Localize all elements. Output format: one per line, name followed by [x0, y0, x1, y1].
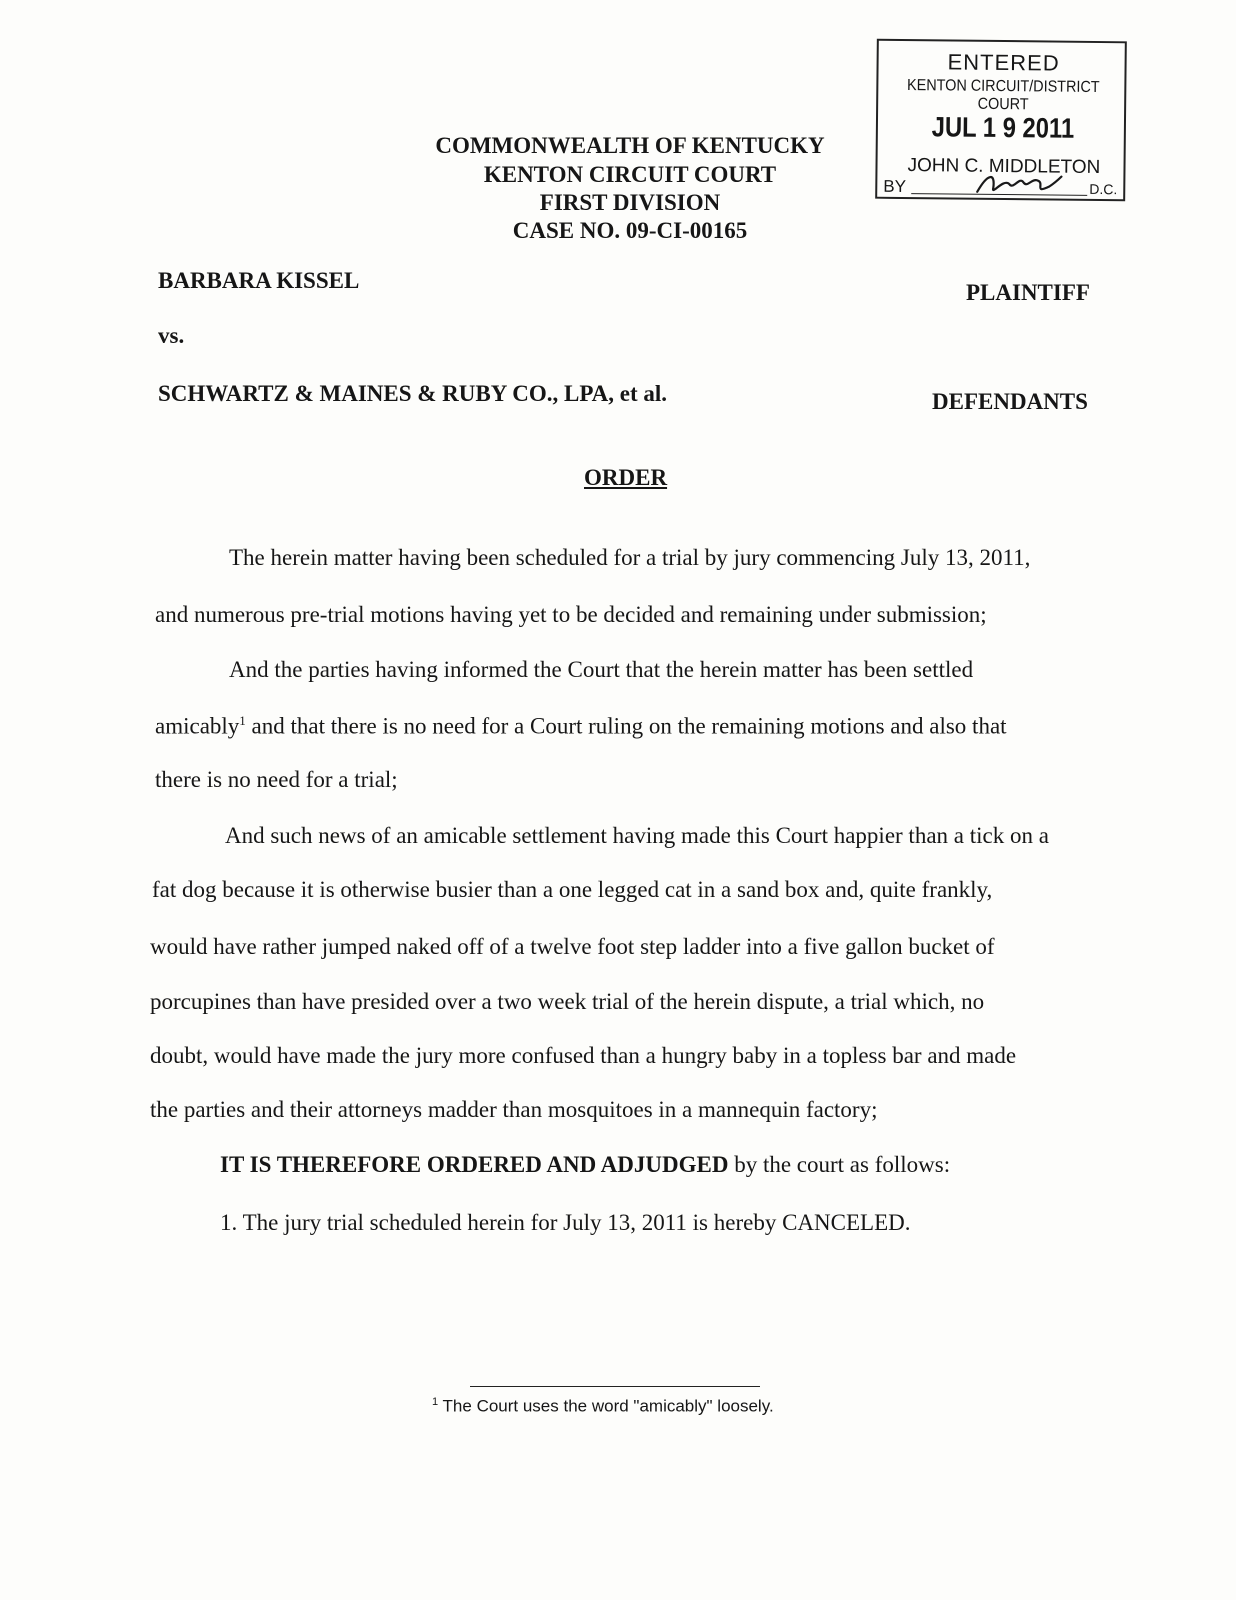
paragraph-3-line-3: would have rather jumped naked off of a twelve foot step ladder into a five gallon bucket of — [150, 934, 995, 959]
defendant-name: SCHWARTZ & MAINES & RUBY CO., LPA, et al. — [158, 381, 668, 406]
caption-case-number: CASE NO. 09-CI-00165 — [512, 218, 748, 243]
plaintiff-name: BARBARA KISSEL — [158, 268, 360, 293]
paragraph-3-line-6: the parties and their attorneys madder than mosquitoes in a mannequin factory; — [150, 1097, 878, 1122]
stamp-date: JUL 1 9 2011 — [931, 111, 1075, 144]
paragraph-1-line-2: and numerous pre-trial motions having yet to be decided and remaining under submission; — [155, 602, 987, 627]
footnote-marker: 1 — [239, 713, 246, 728]
ordered-bold: IT IS THEREFORE ORDERED AND ADJUDGED — [220, 1152, 729, 1177]
paragraph-3-line-2: fat dog because it is otherwise busier than a one legged cat in a sand box and, quite frankly, — [152, 877, 993, 902]
paragraph-2-line-2-rest: and that there is no need for a Court ruling on the remaining motions and also that — [245, 713, 1007, 739]
stamp-by: BY — [883, 176, 907, 197]
footnote-text: The Court uses the word "amicably" loosely. — [442, 1396, 774, 1416]
ordered-clause — [220, 1152, 950, 1178]
entered-stamp — [875, 39, 1127, 202]
paragraph-2-line-2 — [155, 713, 1007, 740]
order-title: ORDER — [584, 465, 668, 490]
stamp-dc: D.C. — [1089, 180, 1118, 198]
stamp-entered: ENTERED — [947, 49, 1060, 76]
footnote-number: 1 — [432, 1396, 439, 1408]
paragraph-3-line-5: doubt, would have made the jury more confused than a hungry baby in a topless bar and made — [150, 1043, 1017, 1068]
paragraph-3-line-4: porcupines than have presided over a two week trial of the herein dispute, a trial which, no — [150, 989, 985, 1014]
defendant-role: DEFENDANTS — [932, 389, 1088, 414]
ordered-rest: by the court as follows: — [728, 1152, 951, 1177]
paragraph-3-line-1: And such news of an amicable settlement having made this Court happier than a tick on a — [225, 823, 1049, 848]
paragraph-2-line-3: there is no need for a trial; — [155, 767, 398, 792]
caption-court: KENTON CIRCUIT COURT — [483, 162, 777, 187]
stamp-court: KENTON CIRCUIT/DISTRICT COURT — [906, 77, 1100, 114]
amicably-word: amicably — [155, 713, 240, 739]
footnote-rule — [470, 1386, 760, 1387]
handwritten-signature-icon — [973, 166, 1063, 201]
caption-division: FIRST DIVISION — [539, 190, 721, 215]
paragraph-2-line-1: And the parties having informed the Court that the herein matter has been settled — [229, 657, 974, 682]
footnote — [432, 1396, 774, 1417]
paragraph-1-line-1: The herein matter having been scheduled for a trial by jury commencing July 13, 2011, — [229, 545, 1031, 570]
order-item-1: 1. The jury trial scheduled herein for July 13, 2011 is hereby CANCELED. — [220, 1210, 911, 1235]
plaintiff-role: PLAINTIFF — [966, 280, 1090, 305]
stamp-clerk: JOHN C. MIDDLETON — [907, 155, 1101, 179]
caption-commonwealth: COMMONWEALTH OF KENTUCKY — [435, 133, 825, 158]
versus: vs. — [158, 323, 185, 348]
